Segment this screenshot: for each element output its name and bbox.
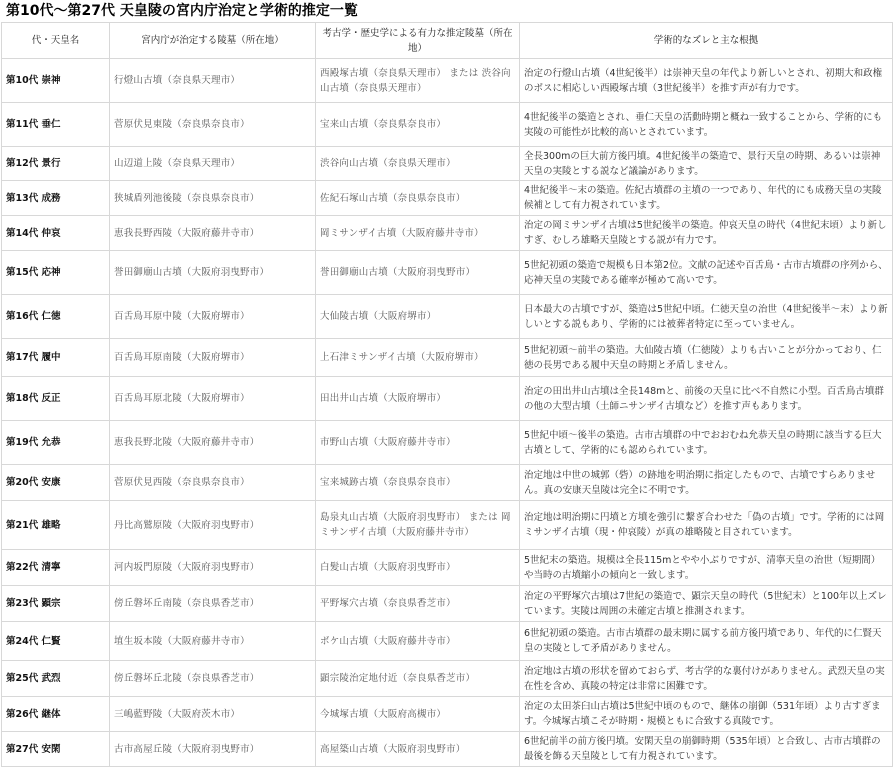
table-row <box>2 147 893 181</box>
reason-cell: 治定の太田茶臼山古墳は5世紀中頃のもので、継体の崩御（531年頃）より古すぎます。今城塚古墳こそが時期・規模ともに合致する真陵です。 <box>520 697 893 732</box>
emperor-cell: 第23代 顕宗 <box>2 586 110 622</box>
kunaicho-tomb-cell: 傍丘磐坏丘北陵（奈良県香芝市） <box>110 661 316 697</box>
emperor-cell: 第22代 清寧 <box>2 550 110 586</box>
scholar-tomb-cell: 誉田御廟山古墳（大阪府羽曳野市） <box>316 251 520 295</box>
header-emperor: 代・天皇名 <box>2 23 110 59</box>
scholar-tomb-cell: 大仙陵古墳（大阪府堺市） <box>316 295 520 339</box>
table-row <box>2 181 893 216</box>
emperor-cell: 第15代 応神 <box>2 251 110 295</box>
table-row <box>2 465 893 501</box>
kunaicho-tomb-cell: 傍丘磐坏丘南陵（奈良県香芝市） <box>110 586 316 622</box>
kunaicho-tomb-cell: 百舌鳥耳原北陵（大阪府堺市） <box>110 377 316 421</box>
table-row <box>2 295 893 339</box>
kunaicho-tomb-cell: 丹比高鷲原陵（大阪府羽曳野市） <box>110 501 316 550</box>
scholar-tomb-cell: 岡ミサンザイ古墳（大阪府藤井寺市） <box>316 216 520 251</box>
table-row <box>2 103 893 147</box>
reason-cell: 5世紀初頭の築造で規模も日本第2位。文献の記述や百舌鳥・古市古墳群の序列から、応神天皇の実陵である確率が極めて高いです。 <box>520 251 893 295</box>
emperor-cell: 第18代 反正 <box>2 377 110 421</box>
reason-cell: 4世紀後半〜末の築造。佐紀古墳群の主墳の一つであり、年代的にも成務天皇の実陵候補として有力視されています。 <box>520 181 893 216</box>
emperor-cell: 第24代 仁賢 <box>2 622 110 661</box>
emperor-cell: 第20代 安康 <box>2 465 110 501</box>
emperor-cell: 第25代 武烈 <box>2 661 110 697</box>
scholar-tomb-cell: 西殿塚古墳（奈良県天理市） または 渋谷向山古墳（奈良県天理市） <box>316 59 520 103</box>
emperor-cell: 第10代 崇神 <box>2 59 110 103</box>
reason-cell: 5世紀末の築造。規模は全長115mとやや小ぶりですが、清寧天皇の治世（短期間）や当時の古墳縮小の傾向と一致します。 <box>520 550 893 586</box>
kunaicho-tomb-cell: 山辺道上陵（奈良県天理市） <box>110 147 316 181</box>
kunaicho-tomb-cell: 行燈山古墳（奈良県天理市） <box>110 59 316 103</box>
kunaicho-tomb-cell: 菅原伏見東陵（奈良県奈良市） <box>110 103 316 147</box>
emperor-tomb-table <box>1 22 893 767</box>
emperor-cell: 第17代 履中 <box>2 339 110 377</box>
scholar-tomb-cell: 今城塚古墳（大阪府高槻市） <box>316 697 520 732</box>
kunaicho-tomb-cell: 誉田御廟山古墳（大阪府羽曳野市） <box>110 251 316 295</box>
scholar-tomb-cell: 白髪山古墳（大阪府羽曳野市） <box>316 550 520 586</box>
scholar-tomb-cell: 顕宗陵治定地付近（奈良県香芝市） <box>316 661 520 697</box>
kunaicho-tomb-cell: 百舌鳥耳原南陵（大阪府堺市） <box>110 339 316 377</box>
kunaicho-tomb-cell: 埴生坂本陵（大阪府藤井寺市） <box>110 622 316 661</box>
table-row <box>2 732 893 767</box>
emperor-cell: 第16代 仁徳 <box>2 295 110 339</box>
reason-cell: 日本最大の古墳ですが、築造は5世紀中頃。仁徳天皇の治世（4世紀後半〜末）より新しいとする説もあり、学術的には被葬者特定に至っていません。 <box>520 295 893 339</box>
emperor-cell: 第12代 景行 <box>2 147 110 181</box>
header-scholar: 考古学・歴史学による有力な推定陵墓（所在地） <box>316 23 520 59</box>
table-row <box>2 697 893 732</box>
scholar-tomb-cell: 宝来山古墳（奈良県奈良市） <box>316 103 520 147</box>
scholar-tomb-cell: ボケ山古墳（大阪府藤井寺市） <box>316 622 520 661</box>
scholar-tomb-cell: 田出井山古墳（大阪府堺市） <box>316 377 520 421</box>
reason-cell: 治定の田出井山古墳は全長148mと、前後の天皇に比べ不自然に小型。百舌鳥古墳群の他の大型古墳（土師ニサンザイ古墳など）を推す声もあります。 <box>520 377 893 421</box>
table-row <box>2 339 893 377</box>
kunaicho-tomb-cell: 百舌鳥耳原中陵（大阪府堺市） <box>110 295 316 339</box>
header-reason: 学術的なズレと主な根拠 <box>520 23 893 59</box>
scholar-tomb-cell: 高屋築山古墳（大阪府羽曳野市） <box>316 732 520 767</box>
emperor-cell: 第19代 允恭 <box>2 421 110 465</box>
reason-cell: 5世紀初頭〜前半の築造。大仙陵古墳（仁徳陵）よりも古いことが分かっており、仁徳の長男である履中天皇の時期と矛盾しません。 <box>520 339 893 377</box>
reason-cell: 6世紀前半の前方後円墳。安閑天皇の崩御時期（535年頃）と合致し、古市古墳群の最後を飾る天皇陵として有力視されています。 <box>520 732 893 767</box>
scholar-tomb-cell: 平野塚穴古墳（奈良県香芝市） <box>316 586 520 622</box>
table-row <box>2 377 893 421</box>
reason-cell: 治定地は古墳の形状を留めておらず、考古学的な裏付けがありません。武烈天皇の実在性を含め、真陵の特定は非常に困難です。 <box>520 661 893 697</box>
emperor-cell: 第26代 継体 <box>2 697 110 732</box>
scholar-tomb-cell: 宝来城跡古墳（奈良県奈良市） <box>316 465 520 501</box>
table-body <box>2 59 893 767</box>
kunaicho-tomb-cell: 恵我長野西陵（大阪府藤井寺市） <box>110 216 316 251</box>
kunaicho-tomb-cell: 古市高屋丘陵（大阪府羽曳野市） <box>110 732 316 767</box>
header-kunaicho: 宮内庁が治定する陵墓（所在地） <box>110 23 316 59</box>
reason-cell: 治定の岡ミサンザイ古墳は5世紀後半の築造。仲哀天皇の時代（4世紀末頃）より新しすぎ、むしろ雄略天皇陵とする説が有力です。 <box>520 216 893 251</box>
kunaicho-tomb-cell: 三嶋藍野陵（大阪府茨木市） <box>110 697 316 732</box>
emperor-cell: 第11代 垂仁 <box>2 103 110 147</box>
header-row <box>2 23 893 59</box>
table-row <box>2 501 893 550</box>
scholar-tomb-cell: 島泉丸山古墳（大阪府羽曳野市） または 岡ミサンザイ古墳（大阪府藤井寺市） <box>316 501 520 550</box>
table-row <box>2 251 893 295</box>
reason-cell: 4世紀後半の築造とされ、垂仁天皇の活動時期と概ね一致することから、学術的にも実陵の可能性が比較的高いとされています。 <box>520 103 893 147</box>
kunaicho-tomb-cell: 狭城盾列池後陵（奈良県奈良市） <box>110 181 316 216</box>
emperor-cell: 第13代 成務 <box>2 181 110 216</box>
reason-cell: 治定地は明治期に円墳と方墳を強引に繋ぎ合わせた「偽の古墳」です。学術的には岡ミサンザイ古墳（現・仲哀陵）が真の雄略陵と目されています。 <box>520 501 893 550</box>
emperor-cell: 第27代 安閑 <box>2 732 110 767</box>
reason-cell: 5世紀中頃〜後半の築造。古市古墳群の中でおおむね允恭天皇の時期に該当する巨大古墳として、学術的にも認められています。 <box>520 421 893 465</box>
reason-cell: 治定の平野塚穴古墳は7世紀の築造で、顕宗天皇の時代（5世紀末）と100年以上ズレています。実陵は周囲の未確定古墳と推測されます。 <box>520 586 893 622</box>
reason-cell: 全長300mの巨大前方後円墳。4世紀後半の築造で、景行天皇の時期、あるいは崇神天皇の実陵とする説など議論があります。 <box>520 147 893 181</box>
table-row <box>2 661 893 697</box>
reason-cell: 6世紀初頭の築造。古市古墳群の最末期に属する前方後円墳であり、年代的に仁賢天皇の実陵として矛盾がありません。 <box>520 622 893 661</box>
emperor-cell: 第14代 仲哀 <box>2 216 110 251</box>
table-row <box>2 586 893 622</box>
emperor-cell: 第21代 雄略 <box>2 501 110 550</box>
kunaicho-tomb-cell: 恵我長野北陵（大阪府藤井寺市） <box>110 421 316 465</box>
scholar-tomb-cell: 渋谷向山古墳（奈良県天理市） <box>316 147 520 181</box>
reason-cell: 治定地は中世の城郭（砦）の跡地を明治期に指定したもので、古墳ですらありません。真の安康天皇陵は完全に不明です。 <box>520 465 893 501</box>
kunaicho-tomb-cell: 菅原伏見西陵（奈良県奈良市） <box>110 465 316 501</box>
table-row <box>2 421 893 465</box>
table-row <box>2 216 893 251</box>
kunaicho-tomb-cell: 河内坂門原陵（大阪府羽曳野市） <box>110 550 316 586</box>
table-row <box>2 550 893 586</box>
page-title: 第10代〜第27代 天皇陵の宮内庁治定と学術的推定一覧 <box>6 3 358 19</box>
reason-cell: 治定の行燈山古墳（4世紀後半）は崇神天皇の年代より新しいとされ、初期大和政権のボスに相応しい西殿塚古墳（3世紀後半）を推す声が有力です。 <box>520 59 893 103</box>
scholar-tomb-cell: 上石津ミサンザイ古墳（大阪府堺市） <box>316 339 520 377</box>
scholar-tomb-cell: 佐紀石塚山古墳（奈良県奈良市） <box>316 181 520 216</box>
table-row <box>2 59 893 103</box>
table-row <box>2 622 893 661</box>
scholar-tomb-cell: 市野山古墳（大阪府藤井寺市） <box>316 421 520 465</box>
